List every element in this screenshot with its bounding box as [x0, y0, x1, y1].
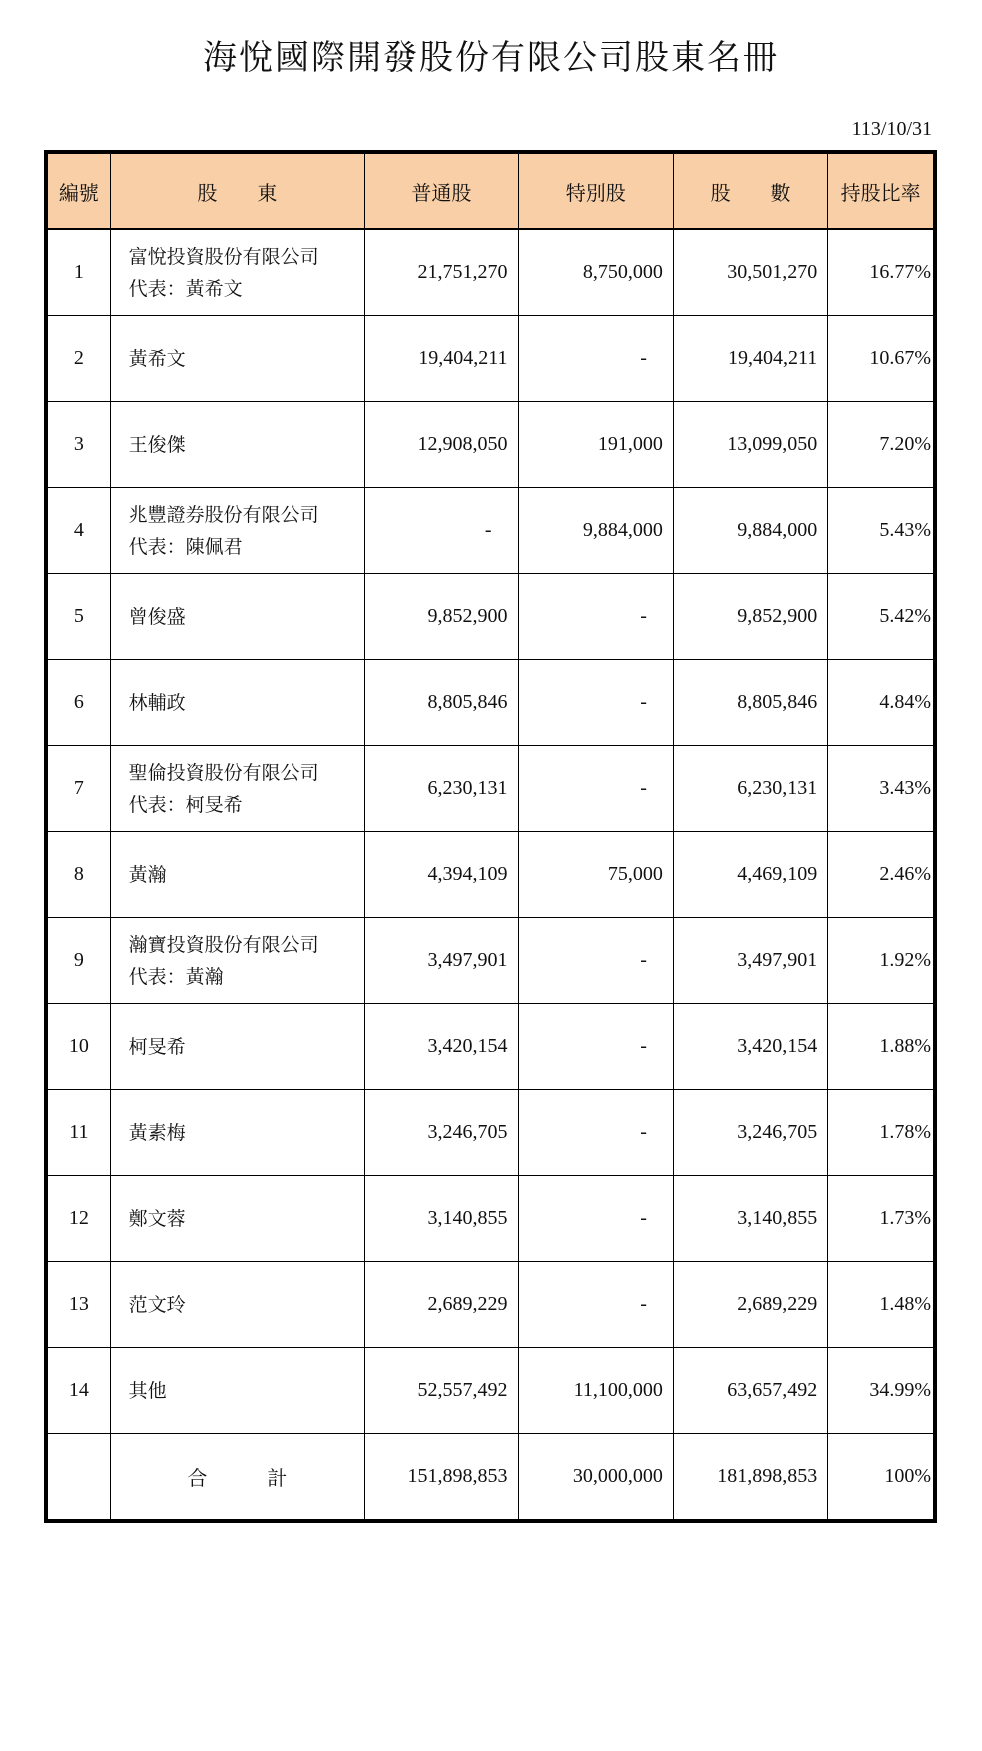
common-shares: 3,140,855	[365, 1176, 518, 1262]
row-number: 2	[46, 316, 110, 402]
shareholder-cell	[110, 660, 365, 746]
common-shares: 2,689,229	[365, 1262, 518, 1348]
holding-ratio: 10.67%	[828, 316, 935, 402]
shareholder-name: 柯旻希	[128, 1035, 186, 1058]
special-shares: 11,100,000	[518, 1348, 673, 1434]
row-number: 14	[46, 1348, 110, 1434]
shareholder-cell	[110, 746, 365, 832]
shareholder-cell	[110, 918, 365, 1004]
shareholder-name: 林輔政	[128, 691, 186, 714]
special-shares: -	[518, 1004, 673, 1090]
row-number: 3	[46, 402, 110, 488]
holding-ratio: 3.43%	[828, 746, 935, 832]
shareholder-representative: 代表：柯旻希	[128, 793, 243, 816]
table-row	[46, 832, 935, 918]
shareholder-name: 黃希文	[128, 347, 186, 370]
total-shares: 6,230,131	[673, 746, 827, 832]
shareholder-name: 瀚寶投資股份有限公司	[128, 933, 319, 956]
table-row	[46, 316, 935, 402]
table-row	[46, 1348, 935, 1434]
total-shares: 9,852,900	[673, 574, 827, 660]
common-shares: 8,805,846	[365, 660, 518, 746]
header-ratio: 持股比率	[828, 152, 935, 229]
common-shares: 3,420,154	[365, 1004, 518, 1090]
common-shares: 19,404,211	[365, 316, 518, 402]
row-number: 11	[46, 1090, 110, 1176]
row-number: 4	[46, 488, 110, 574]
document-date: 113/10/31	[851, 118, 932, 140]
shareholder-name: 鄭文蓉	[128, 1207, 186, 1230]
table-row	[46, 746, 935, 832]
table-row	[46, 918, 935, 1004]
common-shares: 12,908,050	[365, 402, 518, 488]
row-number: 6	[46, 660, 110, 746]
row-number: 5	[46, 574, 110, 660]
table-row	[46, 229, 935, 316]
special-shares: -	[518, 1262, 673, 1348]
total-common: 151,898,853	[365, 1434, 518, 1522]
total-shares: 2,689,229	[673, 1262, 827, 1348]
shareholder-representative: 代表：黃瀚	[128, 965, 224, 988]
holding-ratio: 7.20%	[828, 402, 935, 488]
total-shares: 13,099,050	[673, 402, 827, 488]
table-row	[46, 1004, 935, 1090]
total-ratio: 100%	[828, 1434, 935, 1522]
document-title: 海悅國際開發股份有限公司股東名冊	[203, 38, 779, 78]
total-shares: 3,420,154	[673, 1004, 827, 1090]
table-body	[46, 229, 935, 1434]
total-shares: 8,805,846	[673, 660, 827, 746]
shareholder-cell	[110, 1004, 365, 1090]
total-label: 合 計	[110, 1434, 365, 1522]
holding-ratio: 1.78%	[828, 1090, 935, 1176]
table-row	[46, 488, 935, 574]
header-special: 特別股	[518, 152, 673, 229]
total-shares: 3,497,901	[673, 918, 827, 1004]
row-number: 10	[46, 1004, 110, 1090]
total-shares: 4,469,109	[673, 832, 827, 918]
total-no	[46, 1434, 110, 1522]
shareholder-name: 黃素梅	[128, 1121, 186, 1144]
table-row	[46, 402, 935, 488]
shareholder-cell	[110, 488, 365, 574]
special-shares: -	[518, 918, 673, 1004]
shareholder-cell	[110, 1176, 365, 1262]
total-shares: 63,657,492	[673, 1348, 827, 1434]
header-no: 編號	[46, 152, 110, 229]
row-number: 9	[46, 918, 110, 1004]
special-shares: -	[518, 574, 673, 660]
shareholder-cell	[110, 229, 365, 316]
table-row	[46, 574, 935, 660]
table-row	[46, 1176, 935, 1262]
holding-ratio: 5.43%	[828, 488, 935, 574]
special-shares: -	[518, 316, 673, 402]
holding-ratio: 34.99%	[828, 1348, 935, 1434]
special-shares: 191,000	[518, 402, 673, 488]
special-shares: -	[518, 660, 673, 746]
shareholder-cell	[110, 574, 365, 660]
shareholder-cell	[110, 832, 365, 918]
total-shares: 3,140,855	[673, 1176, 827, 1262]
special-shares: 8,750,000	[518, 229, 673, 316]
row-number: 7	[46, 746, 110, 832]
shareholder-name: 富悅投資股份有限公司	[128, 245, 319, 268]
total-shares: 9,884,000	[673, 488, 827, 574]
special-shares: -	[518, 1176, 673, 1262]
shareholder-name: 王俊傑	[128, 433, 186, 456]
common-shares: 3,246,705	[365, 1090, 518, 1176]
total-row	[46, 1434, 935, 1522]
holding-ratio: 1.92%	[828, 918, 935, 1004]
holding-ratio: 1.73%	[828, 1176, 935, 1262]
row-number: 8	[46, 832, 110, 918]
shareholder-representative: 代表：黃希文	[128, 277, 243, 300]
shareholder-cell	[110, 1090, 365, 1176]
header-row	[46, 152, 935, 229]
shareholder-name: 其他	[128, 1379, 167, 1402]
common-shares: 4,394,109	[365, 832, 518, 918]
holding-ratio: 2.46%	[828, 832, 935, 918]
shareholder-name: 聖倫投資股份有限公司	[128, 761, 319, 784]
shareholder-name: 黃瀚	[128, 863, 167, 886]
special-shares: 75,000	[518, 832, 673, 918]
holding-ratio: 1.88%	[828, 1004, 935, 1090]
holding-ratio: 5.42%	[828, 574, 935, 660]
row-number: 12	[46, 1176, 110, 1262]
shareholder-table	[44, 150, 937, 1523]
special-shares: -	[518, 1090, 673, 1176]
shareholder-cell	[110, 1348, 365, 1434]
total-shares: 181,898,853	[673, 1434, 827, 1522]
common-shares: 3,497,901	[365, 918, 518, 1004]
holding-ratio: 4.84%	[828, 660, 935, 746]
shareholder-cell	[110, 316, 365, 402]
holding-ratio: 16.77%	[828, 229, 935, 316]
special-shares: -	[518, 746, 673, 832]
table-row	[46, 1262, 935, 1348]
total-shares: 30,501,270	[673, 229, 827, 316]
common-shares: 52,557,492	[365, 1348, 518, 1434]
shareholder-cell	[110, 402, 365, 488]
common-shares: 9,852,900	[365, 574, 518, 660]
common-shares: 21,751,270	[365, 229, 518, 316]
common-shares: -	[365, 488, 518, 574]
total-shares: 19,404,211	[673, 316, 827, 402]
header-common: 普通股	[365, 152, 518, 229]
header-shareholder: 股 東	[110, 152, 365, 229]
shareholder-representative: 代表：陳佩君	[128, 535, 243, 558]
shareholder-cell	[110, 1262, 365, 1348]
total-shares: 3,246,705	[673, 1090, 827, 1176]
shareholder-name: 曾俊盛	[128, 605, 186, 628]
special-shares: 9,884,000	[518, 488, 673, 574]
common-shares: 6,230,131	[365, 746, 518, 832]
shareholder-name: 范文玲	[128, 1293, 186, 1316]
total-special: 30,000,000	[518, 1434, 673, 1522]
holding-ratio: 1.48%	[828, 1262, 935, 1348]
shareholder-name: 兆豐證券股份有限公司	[128, 503, 319, 526]
table-row	[46, 1090, 935, 1176]
table-row	[46, 660, 935, 746]
header-shares: 股 數	[673, 152, 827, 229]
row-number: 1	[46, 229, 110, 316]
row-number: 13	[46, 1262, 110, 1348]
